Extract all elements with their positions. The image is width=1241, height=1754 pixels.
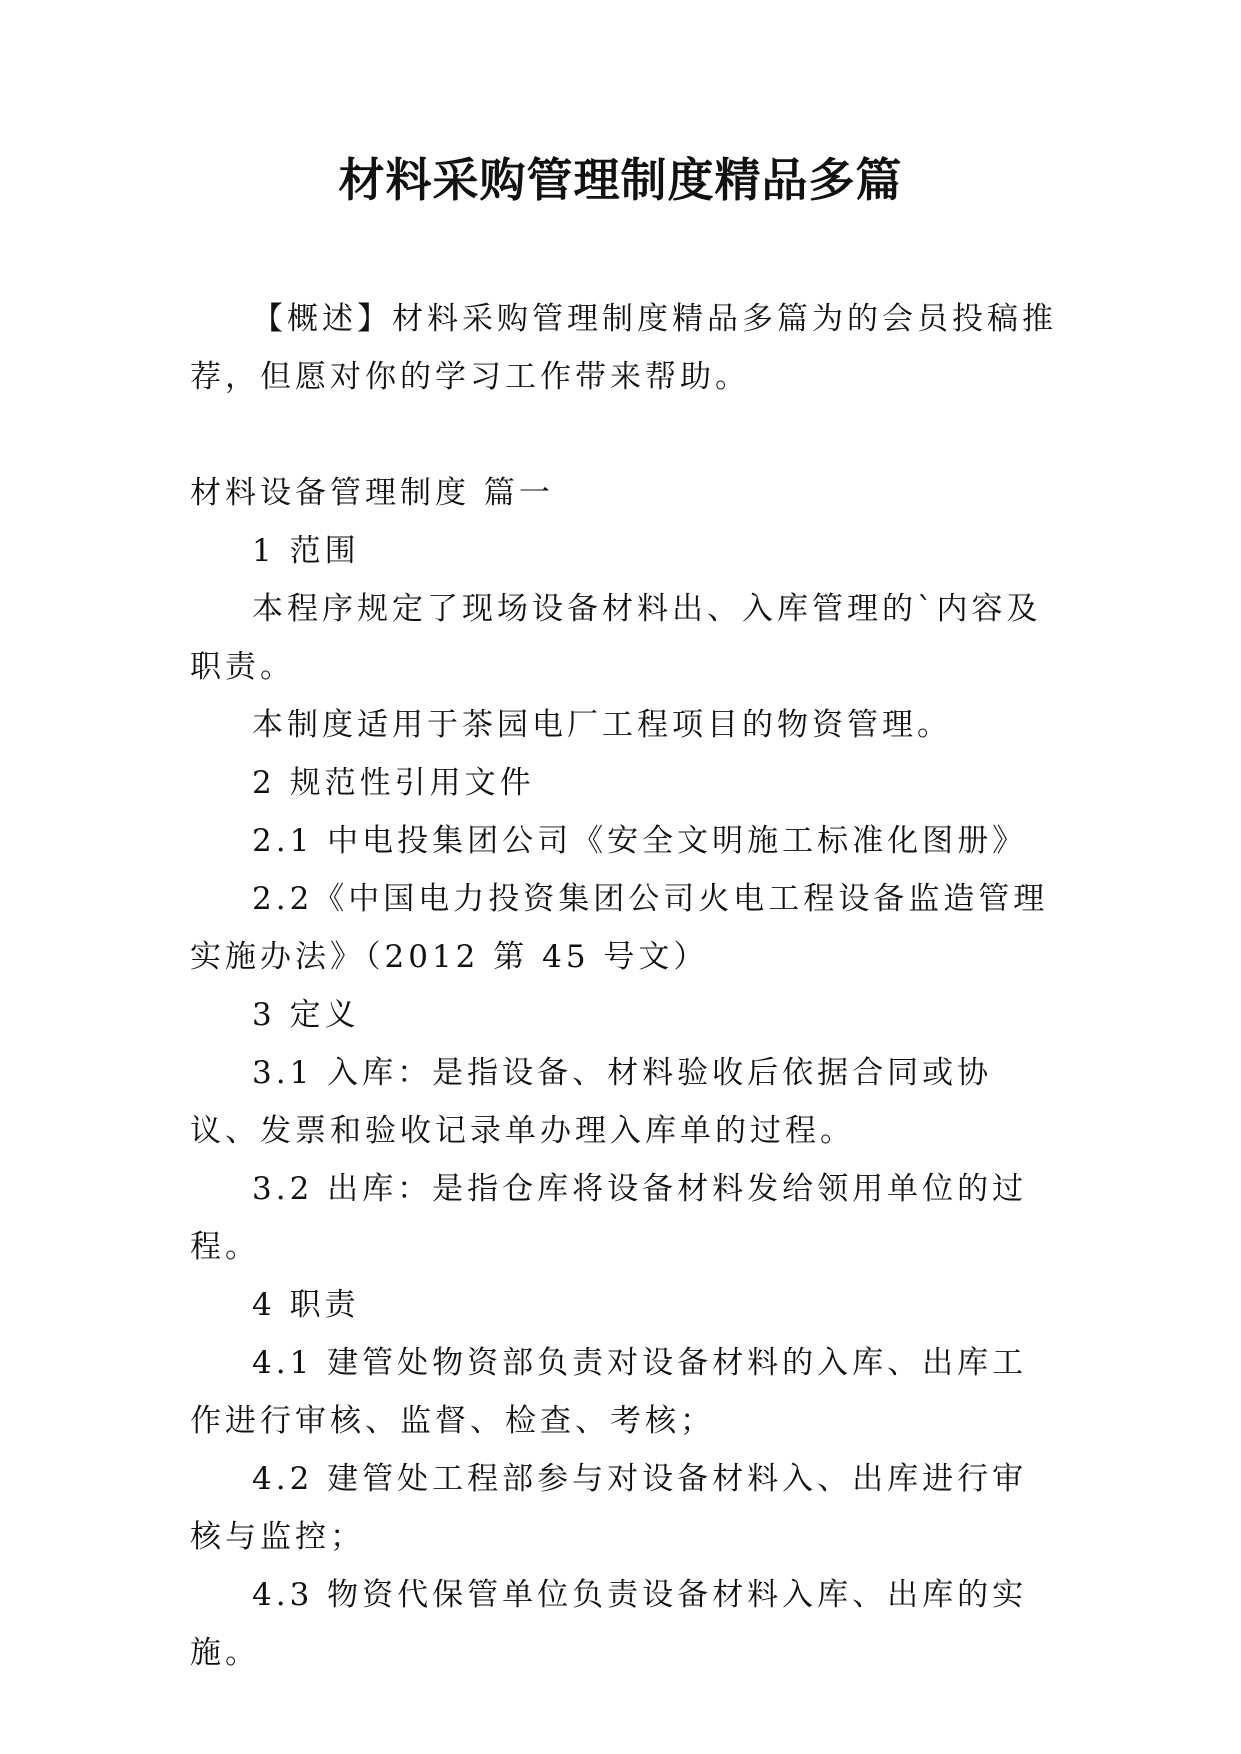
document-body [190,290,1060,1682]
paragraph: 4.3 物资代保管单位负责设备材料入库、出库的实施。 [190,1577,1028,1671]
paragraph: 本程序规定了现场设备材料出、入库管理的`内容及职责。 [190,591,1042,685]
paragraph: 本制度适用于茶园电厂工程项目的物资管理。 [252,707,952,743]
document-title: 材料采购管理制度精品多篇 [338,153,903,207]
paragraph-scope-heading: 1 范围 [252,533,360,569]
summary-paragraph: 【概述】材料采购管理制度精品多篇为的会员投稿推荐，但愿对你的学习工作带来帮助。 [190,301,1057,395]
paragraph-definitions-heading: 3 定义 [252,997,360,1033]
paragraph-references-heading: 2 规范性引用文件 [252,765,535,801]
paragraph: 2.1 中电投集团公司《安全文明施工标准化图册》 [252,823,1028,859]
paragraph: 3.1 入库：是指设备、材料验收后依据合同或协议、发票和验收记录单办理入库单的过程。 [190,1055,993,1149]
paragraph: 2.2《中国电力投资集团公司火电工程设备监造管理实施办法》（2012 第 45 号文） [190,881,1049,975]
paragraph-duties-heading: 4 职责 [252,1287,360,1323]
paragraph: 4.2 建管处工程部参与对设备材料入、出库进行审核与监控； [190,1461,1028,1555]
paragraph: 3.2 出库：是指仓库将设备材料发给领用单位的过程。 [190,1171,1028,1265]
paragraph: 4.1 建管处物资部负责对设备材料的入库、出库工作进行审核、监督、检查、考核； [190,1345,1028,1439]
section-heading: 材料设备管理制度 篇一 [190,475,554,511]
